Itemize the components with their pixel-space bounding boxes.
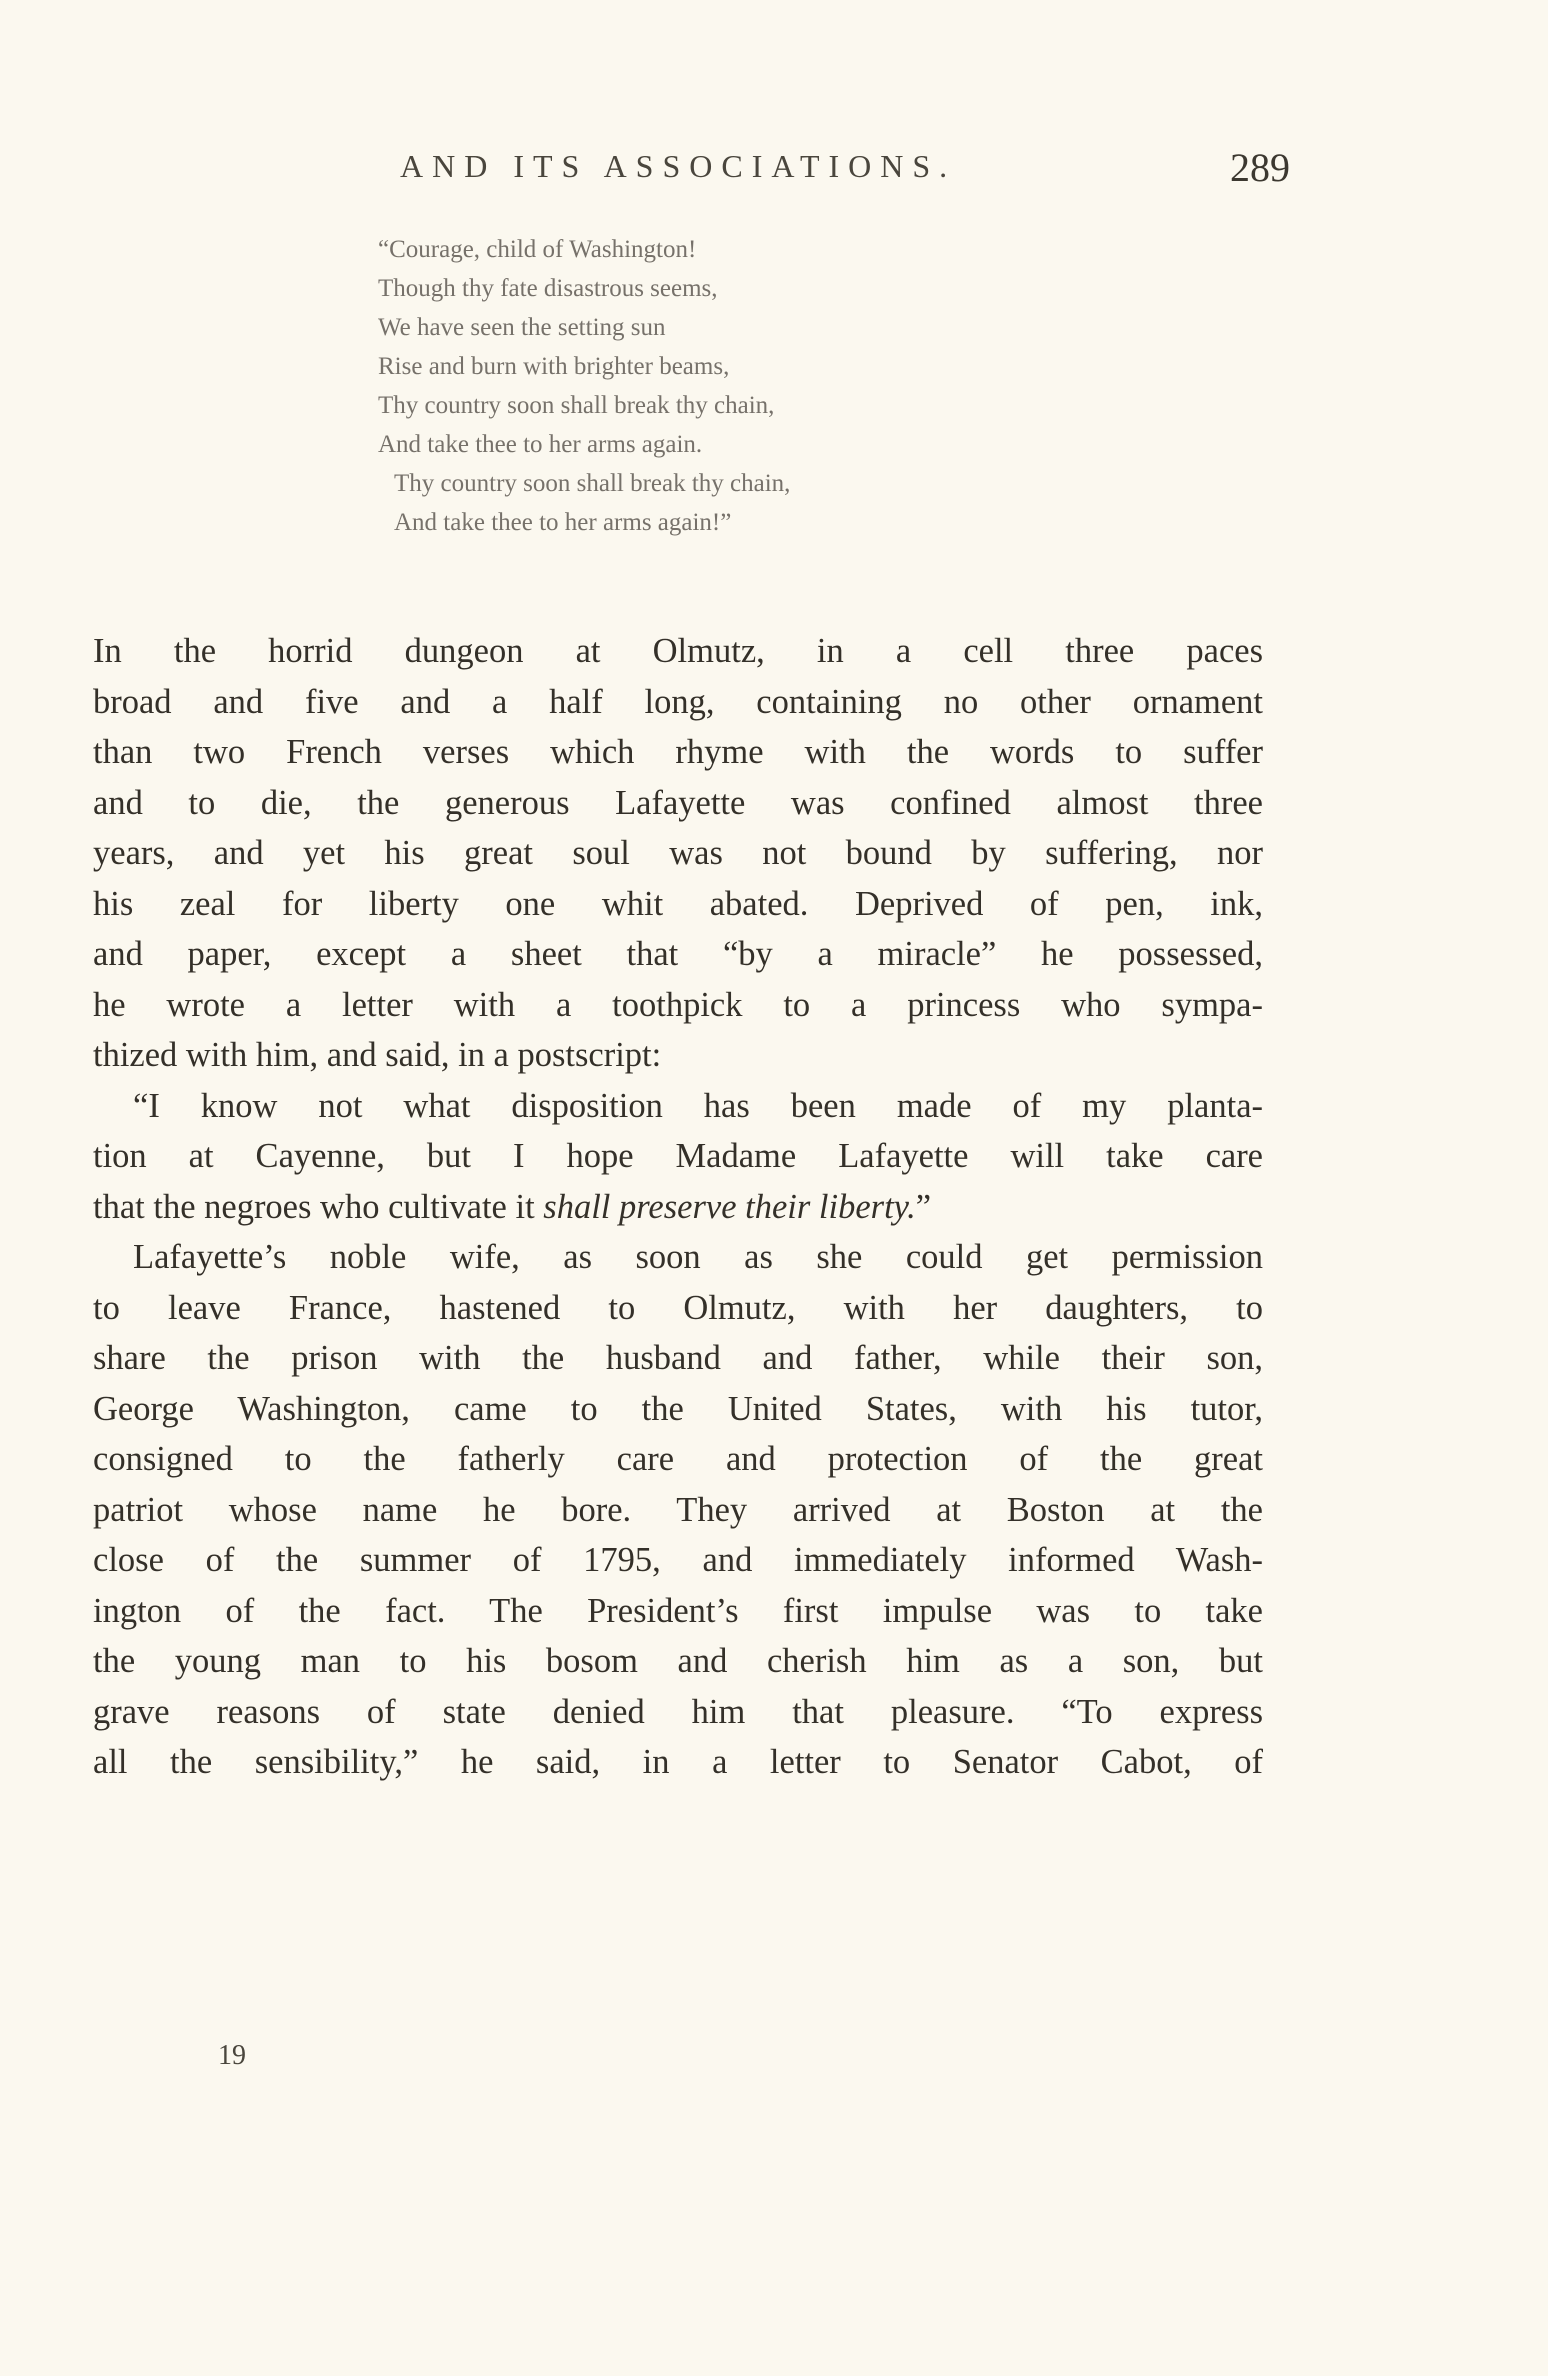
text-line: he wrote a letter with a toothpick to a princess who sympa-	[93, 985, 1263, 1024]
text-line: to leave France, hastened to Olmutz, with her daughters, to	[93, 1288, 1263, 1327]
running-head: AND ITS ASSOCIATIONS.	[400, 148, 957, 184]
text-segment: that the negroes who cultivate it	[93, 1187, 544, 1226]
page-number: 289	[1230, 145, 1290, 190]
poem-line: And take thee to her arms again!”	[394, 509, 732, 536]
text-line: patriot whose name he bore. They arrived at Boston at the	[93, 1490, 1263, 1529]
text-line: and paper, except a sheet that “by a miracle” he possessed,	[93, 935, 1263, 973]
closing-quote: ”	[915, 1187, 932, 1226]
text-line: thized with him, and said, in a postscript:	[93, 1036, 662, 1074]
text-line: grave reasons of state denied him that pleasure. “To express	[93, 1692, 1263, 1731]
text-line: George Washington, came to the United States, with his tutor,	[93, 1389, 1263, 1428]
italic-phrase: shall preserve their liberty.	[543, 1187, 916, 1226]
text-line: In the horrid dungeon at Olmutz, in a cell three paces	[93, 632, 1263, 670]
text-line: his zeal for liberty one whit abated. Deprived of pen, ink,	[93, 884, 1263, 923]
text-line: ington of the fact. The President’s first impulse was to take	[93, 1591, 1263, 1630]
text-line: years, and yet his great soul was not bound by suffering, nor	[93, 834, 1263, 872]
signature-mark: 19	[218, 2040, 246, 2071]
page-header	[400, 145, 1290, 198]
text-line: than two French verses which rhyme with the words to suffer	[93, 733, 1263, 771]
poem-line: Thy country soon shall break thy chain,	[378, 392, 775, 419]
text-line: and to die, the generous Lafayette was confined almost three	[93, 783, 1263, 822]
body-text	[93, 626, 1263, 1788]
poem-line: Thy country soon shall break thy chain,	[394, 470, 791, 497]
poem-line: “Courage, child of Washington!	[378, 236, 697, 263]
text-line: all the sensibility,” he said, in a letter to Senator Cabot, of	[93, 1743, 1263, 1781]
text-line	[93, 1182, 1263, 1233]
text-line: close of the summer of 1795, and immediately informed Wash-	[93, 1541, 1263, 1579]
poem-line: We have seen the setting sun	[378, 314, 666, 341]
text-line: share the prison with the husband and father, while their son,	[93, 1339, 1263, 1377]
text-line: “I know not what disposition has been made of my planta-	[133, 1086, 1263, 1125]
text-line: the young man to his bosom and cherish him as a son, but	[93, 1642, 1263, 1680]
poem-line: Rise and burn with brighter beams,	[378, 353, 730, 380]
text-line: Lafayette’s noble wife, as soon as she could get permission	[133, 1238, 1263, 1276]
text-line: broad and five and a half long, containing no other ornament	[93, 682, 1263, 721]
text-line: tion at Cayenne, but I hope Madame Lafayette will take care	[93, 1137, 1263, 1175]
poem-line: And take thee to her arms again.	[378, 431, 703, 458]
poem-quotation	[378, 230, 1278, 542]
text-line: consigned to the fatherly care and protection of the great	[93, 1440, 1263, 1478]
poem-line: Though thy fate disastrous seems,	[378, 275, 718, 302]
